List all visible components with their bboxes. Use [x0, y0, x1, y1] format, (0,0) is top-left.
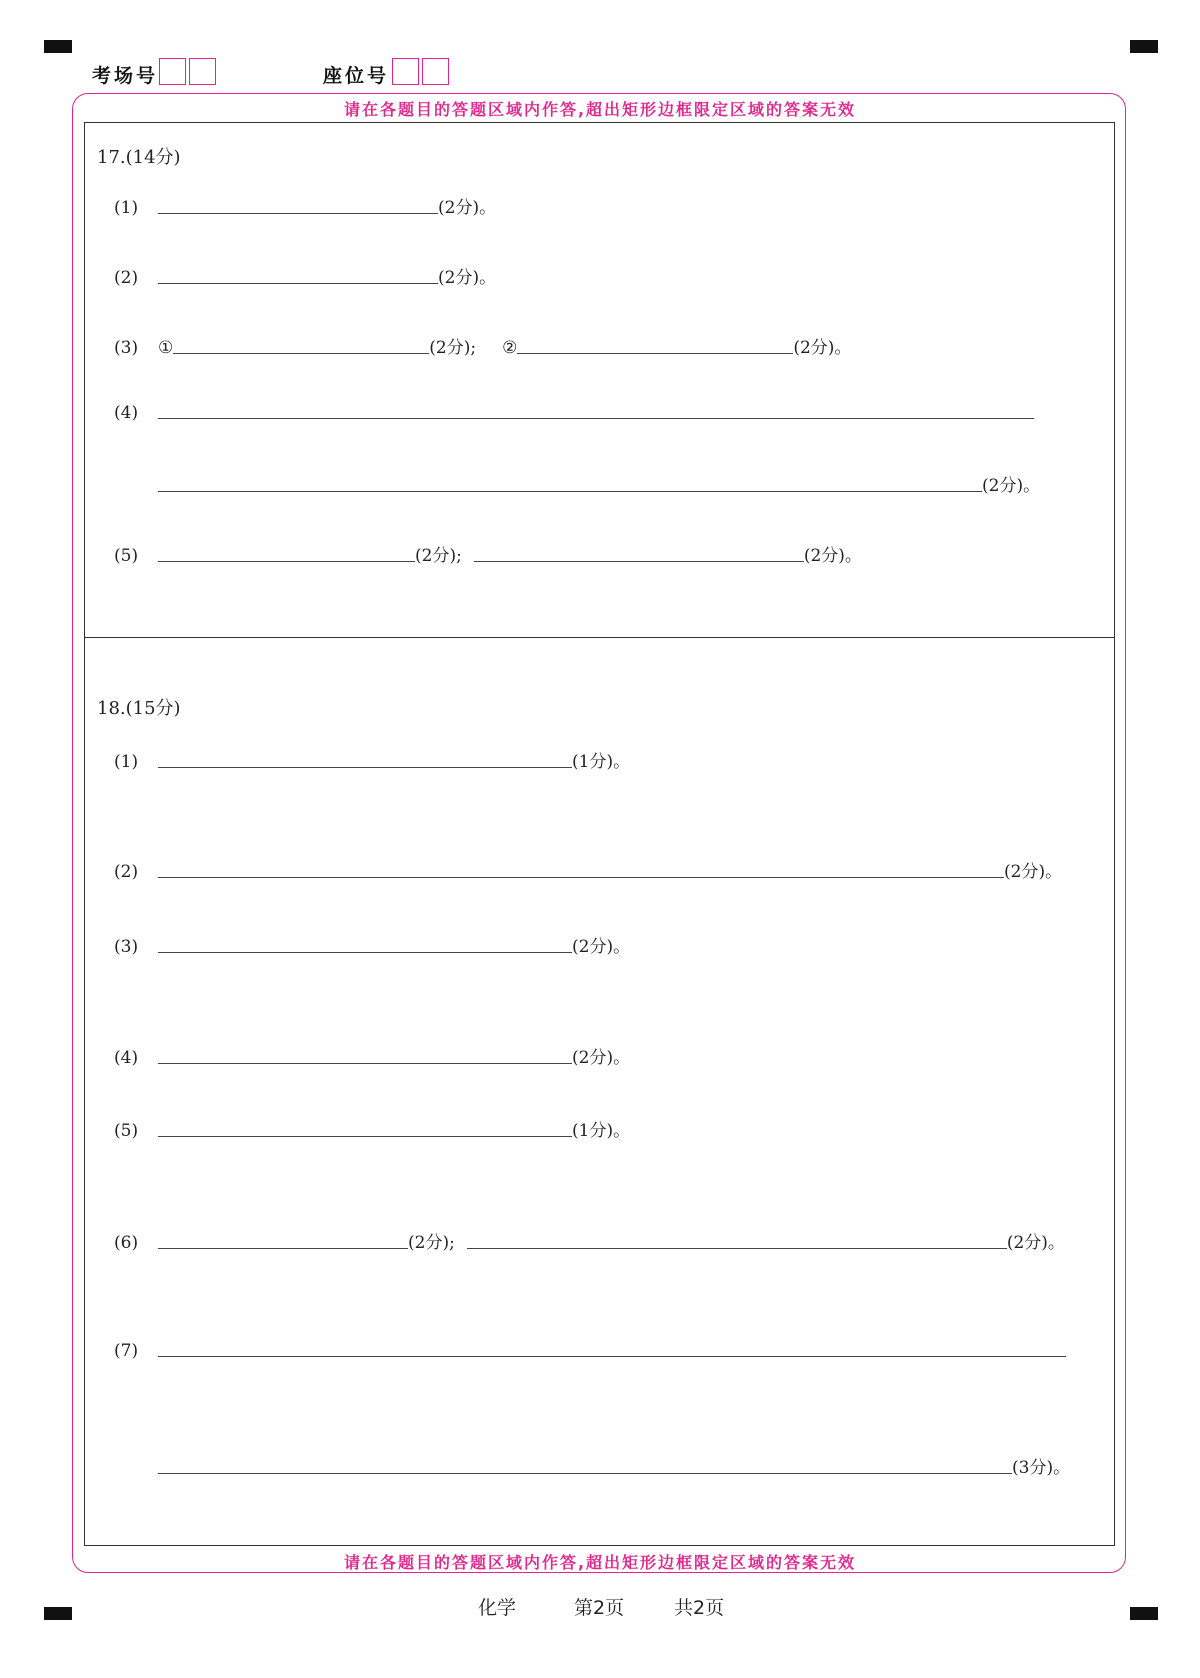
footer-total: 共2页	[674, 1597, 725, 1619]
score-label: (3分)。	[1012, 1458, 1071, 1478]
q17-part4-line1	[114, 403, 1034, 423]
q17-part4-line2	[158, 471, 1040, 496]
q17-part1	[114, 193, 496, 218]
answer-blank[interactable]	[158, 282, 438, 284]
q18-part5	[114, 1116, 630, 1141]
circled-one: ①	[158, 338, 174, 358]
score-label: (1分)。	[572, 752, 631, 772]
answer-blank[interactable]	[158, 1472, 1012, 1474]
seat-box-1[interactable]	[392, 58, 419, 85]
score-label: (2分)。	[982, 476, 1041, 496]
score-label: (2分)。	[793, 338, 852, 358]
q18-part1	[114, 747, 630, 772]
score-label: (2分)。	[572, 937, 631, 957]
answer-blank[interactable]	[173, 352, 429, 354]
corner-mark-top-right	[1130, 40, 1158, 53]
q17-part5	[114, 541, 862, 566]
part-number: (4)	[114, 1048, 139, 1068]
score-label: (2分)。	[1006, 1233, 1065, 1253]
footer-subject: 化学	[478, 1597, 517, 1619]
part-number: (2)	[114, 268, 139, 288]
answer-blank[interactable]	[158, 1355, 1066, 1357]
answer-blank[interactable]	[158, 766, 572, 768]
q18-title: 18.(15分)	[97, 698, 181, 719]
q17-part3	[114, 333, 851, 358]
exam-room-box-2[interactable]	[189, 58, 216, 85]
part-number: (2)	[114, 862, 139, 882]
score-label: (2分);	[429, 338, 477, 358]
answer-blank[interactable]	[158, 417, 1034, 419]
answer-blank[interactable]	[158, 1062, 572, 1064]
score-label: (2分)。	[803, 546, 862, 566]
answer-blank[interactable]	[474, 560, 804, 562]
corner-mark-bottom-left	[44, 1607, 72, 1620]
answer-blank[interactable]	[158, 560, 415, 562]
question-divider	[84, 637, 1115, 638]
answer-blank[interactable]	[158, 876, 1004, 878]
corner-mark-bottom-right	[1130, 1607, 1158, 1620]
seat-box-2[interactable]	[422, 58, 449, 85]
part-number: (6)	[114, 1233, 139, 1253]
score-label: (2分);	[408, 1233, 455, 1253]
part-number: (5)	[114, 546, 139, 566]
corner-mark-top-left	[44, 40, 72, 53]
score-label: (2分)。	[438, 268, 497, 288]
q18-part7-line2	[158, 1453, 1070, 1478]
part-number: (3)	[114, 338, 139, 358]
answer-blank[interactable]	[158, 490, 982, 492]
part-number: (1)	[114, 752, 139, 772]
answer-blank[interactable]	[158, 1247, 408, 1249]
answer-blank[interactable]	[158, 951, 572, 953]
warning-bottom: 请在各题目的答题区域内作答,超出矩形边框限定区域的答案无效	[343, 1553, 857, 1572]
answer-blank[interactable]	[517, 352, 793, 354]
footer-page: 第2页	[574, 1597, 625, 1619]
q17-part2	[114, 263, 496, 288]
warning-top: 请在各题目的答题区域内作答,超出矩形边框限定区域的答案无效	[343, 100, 857, 119]
part-number: (7)	[114, 1341, 139, 1361]
score-label: (1分)。	[572, 1121, 631, 1141]
q18-part2	[114, 857, 1062, 882]
score-label: (2分);	[415, 546, 462, 566]
part-number: (4)	[114, 403, 139, 423]
exam-room-label: 考场号	[92, 65, 159, 87]
q18-part3	[114, 932, 630, 957]
seat-label: 座位号	[323, 65, 390, 87]
part-number: (5)	[114, 1121, 139, 1141]
score-label: (2分)。	[572, 1048, 631, 1068]
answer-blank[interactable]	[467, 1247, 1007, 1249]
circled-two: ②	[502, 338, 518, 358]
part-number: (3)	[114, 937, 139, 957]
q18-part4	[114, 1043, 630, 1068]
score-label: (2分)。	[1004, 862, 1063, 882]
answer-blank[interactable]	[158, 1135, 572, 1137]
q18-part6	[114, 1228, 1065, 1253]
q17-title: 17.(14分)	[97, 147, 181, 168]
answer-blank[interactable]	[158, 212, 438, 214]
q18-part7-line1	[114, 1341, 1066, 1361]
exam-room-box-1[interactable]	[159, 58, 186, 85]
part-number: (1)	[114, 198, 139, 218]
score-label: (2分)。	[438, 198, 497, 218]
